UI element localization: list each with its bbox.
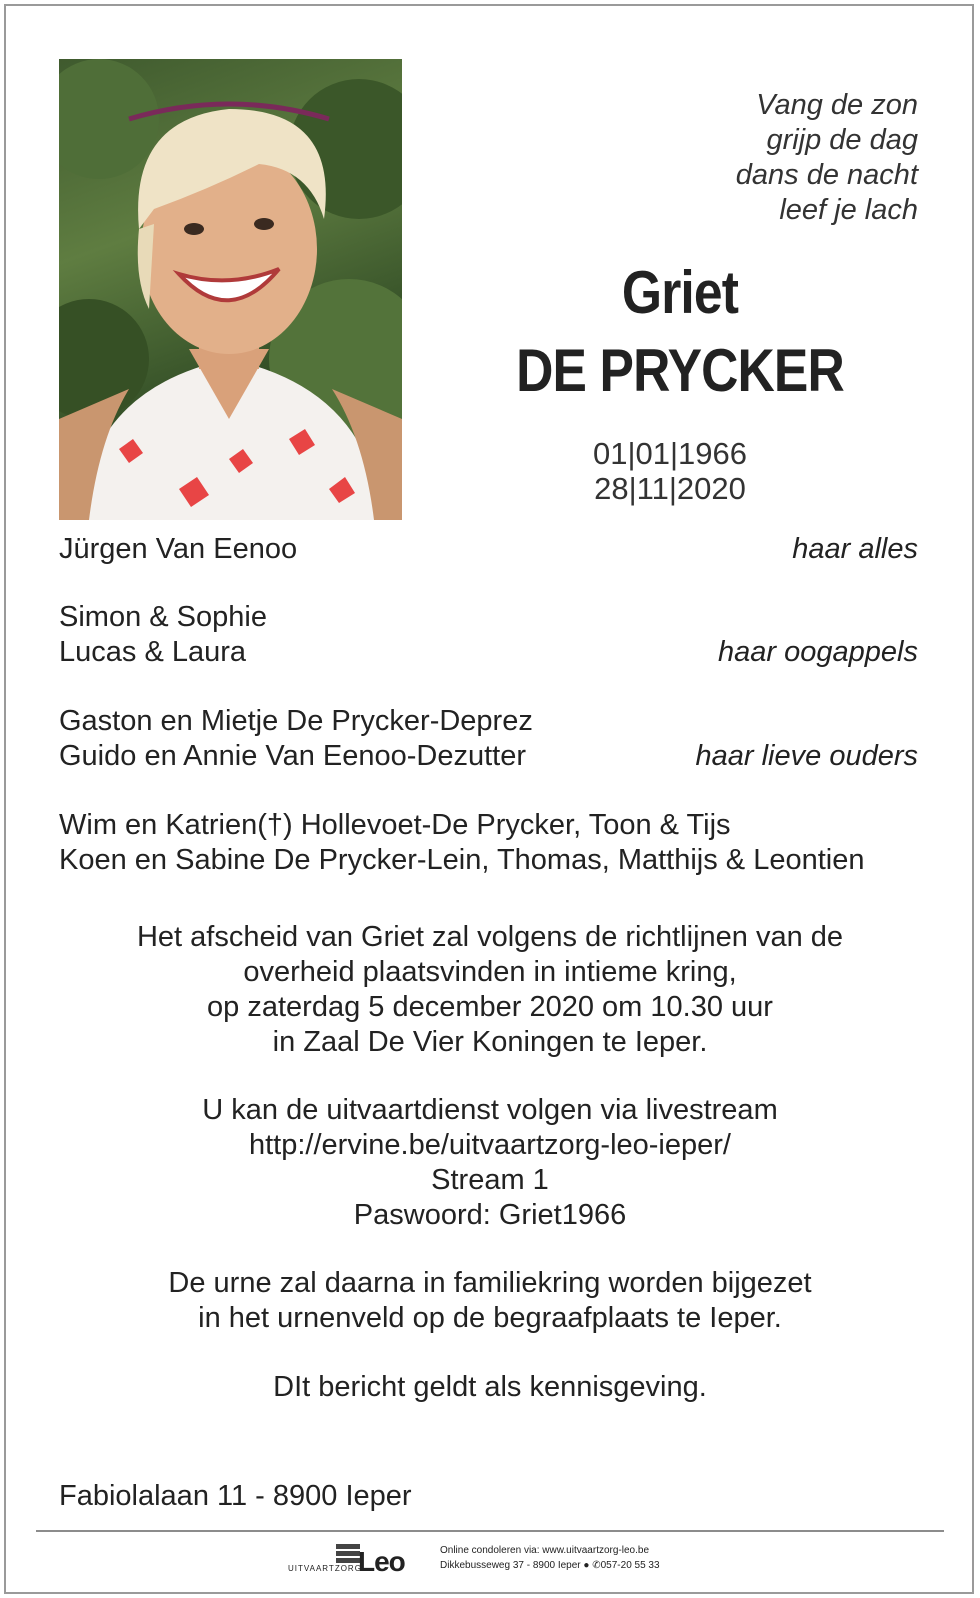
livestream-link[interactable]: http://ervine.be/uitvaartzorg-leo-ieper/ — [249, 1129, 731, 1161]
portrait-photo — [59, 59, 402, 520]
life-dates — [560, 436, 780, 506]
urn-text — [40, 1266, 940, 1336]
poem-line: grijp de dag — [766, 124, 918, 156]
poem-line: dans de nacht — [735, 159, 918, 191]
family-name: Guido en Annie Van Eenoo-Dezutter — [59, 740, 527, 772]
livestream-line: Stream 1 — [431, 1164, 549, 1196]
notice-text: DIt bericht geldt als kennisgeving. — [273, 1371, 707, 1403]
family-group-grandchildren — [59, 600, 918, 670]
family-group-siblings — [59, 808, 918, 878]
family-group-parents — [59, 704, 918, 774]
family-name: Simon & Sophie — [59, 601, 267, 633]
poem-line: leef je lach — [779, 194, 918, 226]
logo-title: Leo — [358, 1546, 405, 1577]
ceremony-line: in Zaal De Vier Koningen te Ieper. — [272, 1026, 708, 1058]
poem — [736, 88, 918, 228]
family-name: Koen en Sabine De Prycker-Lein, Thomas, Matthijs & Leontien — [59, 844, 865, 876]
family-name: Gaston en Mietje De Prycker-Deprez — [59, 705, 533, 737]
family-name: Lucas & Laura — [59, 636, 247, 668]
ceremony-text — [40, 920, 940, 1060]
online-condolence-link[interactable]: Online condoleren via: www.uitvaartzorg-leo.be — [440, 1545, 649, 1556]
family-group-partner — [59, 532, 918, 567]
birth-date: 01|01|1966 — [592, 436, 748, 471]
family-name: Wim en Katrien(†) Hollevoet-De Prycker, Toon & Tijs — [59, 809, 731, 841]
livestream-text — [40, 1093, 940, 1233]
family-relation: haar oogappels — [718, 636, 918, 668]
ceremony-line: Het afscheid van Griet zal volgens de richtlijnen van de — [136, 921, 844, 953]
deceased-first-name: Griet — [621, 259, 739, 326]
urn-line: De urne zal daarna in familiekring worden bijgezet — [168, 1267, 812, 1299]
footer-divider — [36, 1530, 944, 1532]
family-relation: haar alles — [792, 533, 918, 565]
home-address: Fabiolalaan 11 - 8900 Ieper — [59, 1480, 412, 1512]
footer-contact — [440, 1543, 660, 1573]
funeral-home-logo — [288, 1538, 428, 1582]
poem-line: Vang de zon — [756, 89, 918, 121]
logo-subtitle: UITVAARTZORG — [288, 1564, 362, 1573]
livestream-password: Paswoord: Griet1966 — [353, 1199, 627, 1231]
death-date: 28|11|2020 — [594, 471, 746, 506]
logo-mark-icon — [336, 1544, 360, 1566]
contact-details: Dikkebusseweg 37 - 8900 Ieper ● ✆057-20 55 33 — [440, 1560, 660, 1571]
ceremony-line: op zaterdag 5 december 2020 om 10.30 uur — [207, 991, 773, 1023]
family-relation: haar lieve ouders — [695, 740, 918, 772]
ceremony-line: overheid plaatsvinden in intieme kring, — [243, 956, 737, 988]
urn-line: in het urnenveld op de begraafplaats te Ieper. — [198, 1302, 782, 1334]
livestream-line: U kan de uitvaartdienst volgen via livestream — [202, 1094, 778, 1126]
deceased-last-name: DE PRYCKER — [516, 337, 844, 404]
family-name: Jürgen Van Eenoo — [59, 533, 298, 565]
